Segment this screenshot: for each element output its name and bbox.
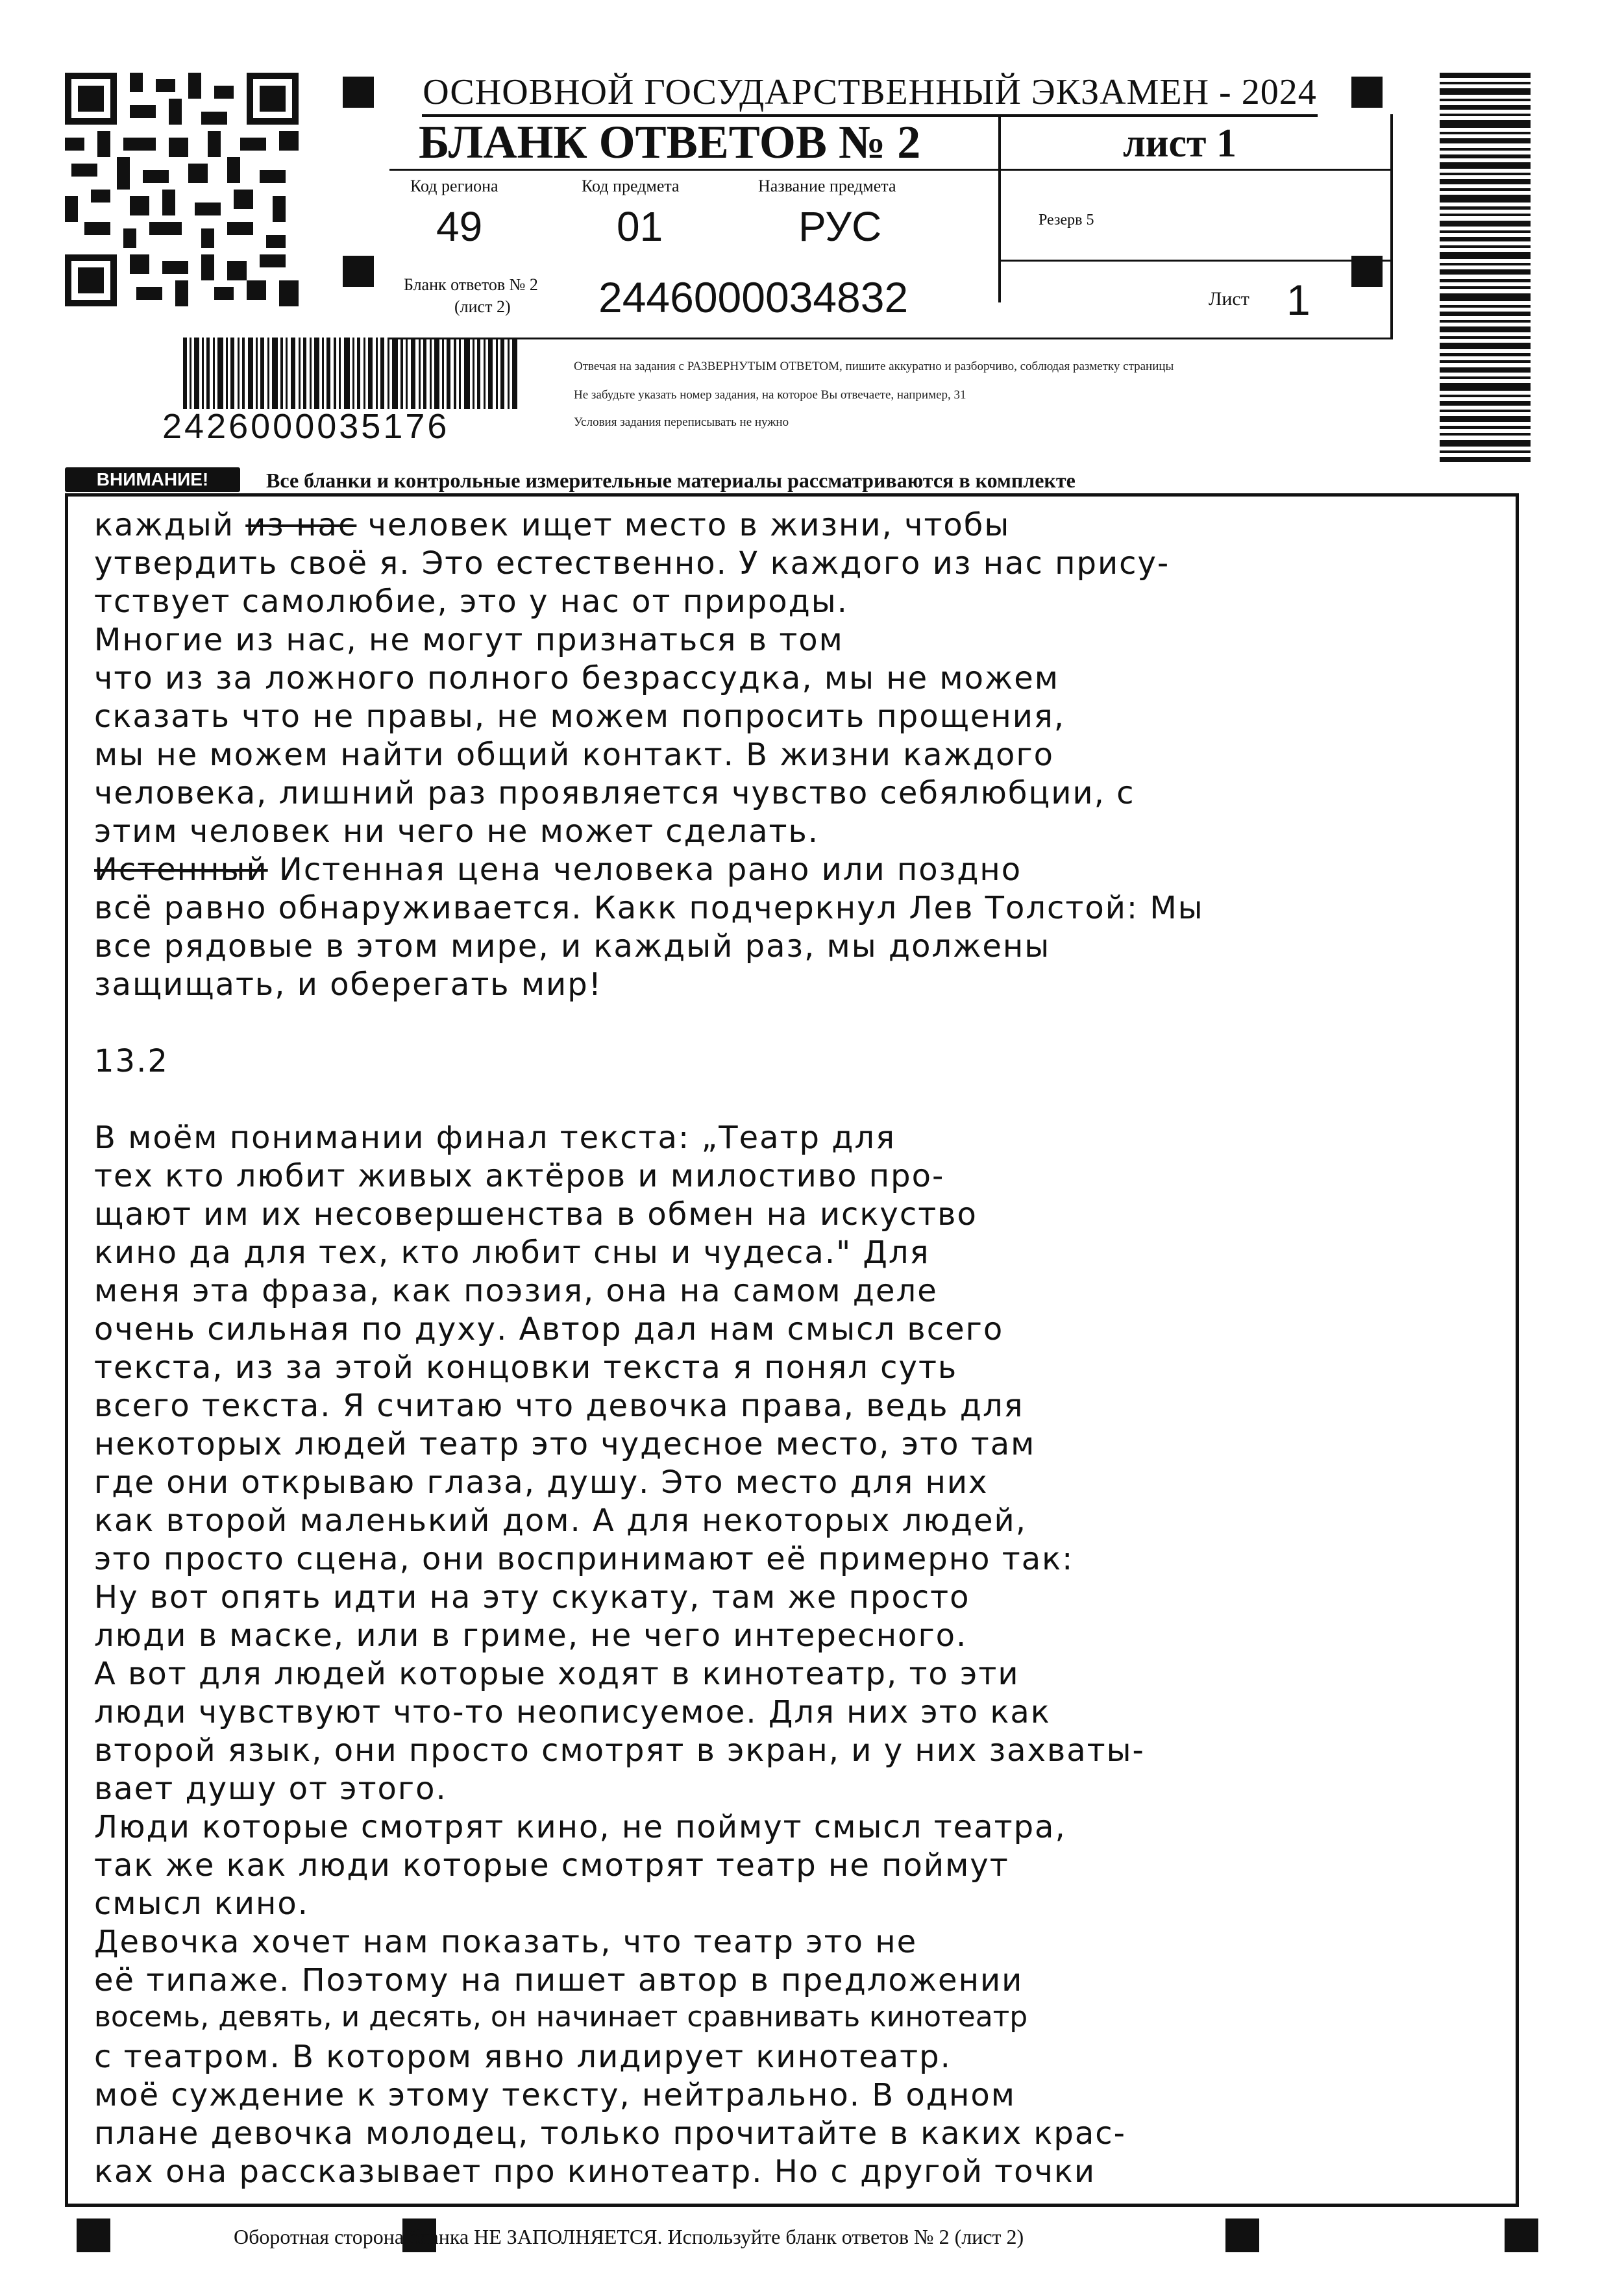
- answer-line: очень сильная по духу. Автор дал нам смысл всего: [94, 1311, 1004, 1347]
- answer-line: защищать, и оберегать мир!: [94, 966, 602, 1003]
- answer-line: второй язык, они просто смотрят в экран, и у них захваты-: [94, 1732, 1145, 1769]
- answer-line: люди чувствуют что-то неописуемое. Для них это как: [94, 1694, 1051, 1730]
- barcode-number: 2426000035176: [162, 407, 450, 446]
- footer-note: Оборотная сторона бланка НЕ ЗАПОЛНЯЕТСЯ. Используйте бланк ответов № 2 (лист 2): [234, 2225, 1024, 2248]
- header-divider-3: [389, 338, 1392, 339]
- answer-line: утвердить своё я. Это естественно. У каждого из нас прису-: [94, 545, 1170, 582]
- subject-code-value: 01: [617, 203, 663, 250]
- form-ref-label-2: (лист 2): [454, 297, 511, 316]
- answer-line: этим человек ни чего не может сделать.: [94, 813, 819, 850]
- answer-line: что из за ложного полного безрассудка, мы не можем: [94, 660, 1059, 696]
- sheet-field-label: Лист: [1209, 288, 1249, 310]
- answer-line-text: Истенная цена человека рано или поздно: [267, 852, 1022, 888]
- answer-line: щают им их несовершенства в обмен на искуство: [94, 1196, 978, 1233]
- answer-line: все рядовые в этом мире, и каждый раз, мы должены: [94, 928, 1051, 965]
- answer-line: так же как люди которые смотрят театр не поймут: [94, 1847, 1009, 1884]
- form-title: БЛАНК ОТВЕТОВ № 2: [419, 116, 921, 168]
- answer-line: человека, лишний раз проявляется чувство себялюбции, с: [94, 775, 1135, 811]
- header-divider-2: [998, 260, 1392, 262]
- struck-text: Истенный: [94, 852, 268, 888]
- answer-line: [94, 507, 1542, 543]
- notice-text: Все бланки и контрольные измерительные материалы рассматриваются в комплекте: [266, 469, 1076, 492]
- answer-line: её типаже. Поэтому на пишет автор в предложении: [94, 1962, 1024, 1998]
- answer-line: Люди которые смотрят кино, не поймут смысл театра,: [94, 1809, 1066, 1845]
- answer-line: моё суждение к этому тексту, нейтрально. В одном: [94, 2077, 1016, 2113]
- answer-line: сказать что не правы, не можем попросить прощения,: [94, 698, 1066, 735]
- alignment-mark-bottom-left: [77, 2218, 110, 2252]
- side-barcode: [1440, 73, 1531, 462]
- answer-line-text: человек ищет место в жизни, чтобы: [356, 507, 1011, 543]
- answer-line: как второй маленький дом. А для некоторых людей,: [94, 1503, 1027, 1539]
- answer-line: всего текста. Я считаю что девочка права, ведь для: [94, 1388, 1024, 1424]
- alignment-mark-bottom-right: [1505, 2218, 1538, 2252]
- subject-code-label: Код предмета: [582, 177, 680, 195]
- answer-line: кино да для тех, кто любит сны и чудеса." Для: [94, 1235, 930, 1271]
- qr-code: [65, 73, 299, 306]
- barcode: [183, 338, 521, 409]
- answer-line: Девочка хочет нам показать, что театр это не: [94, 1924, 918, 1960]
- answer-line: с театром. В котором явно лидирует кинотеатр.: [94, 2039, 952, 2075]
- answer-area: [65, 493, 1519, 2207]
- header-border-right: [1390, 114, 1393, 339]
- header-divider-1: [389, 169, 1392, 171]
- answer-line-text: каждый: [94, 507, 246, 543]
- struck-text: из нас: [245, 507, 357, 543]
- answer-line: В моём понимании финал текста: „Театр для: [94, 1120, 896, 1156]
- answer-line: текста, из за этой концовки текста я понял суть: [94, 1349, 958, 1386]
- answer-line: вает душу от этого.: [94, 1771, 447, 1807]
- answer-line: Ну вот опять идти на эту скукату, там же просто: [94, 1579, 970, 1616]
- answer-line: меня эта фраза, как поэзия, она на самом деле: [94, 1273, 938, 1309]
- subject-name-label: Название предмета: [758, 177, 896, 195]
- answer-line: где они открываю глаза, душу. Это место для них: [94, 1464, 989, 1501]
- answer-line: всё равно обнаруживается. Какк подчеркнул Лев Толстой: Мы: [94, 890, 1204, 926]
- answer-line: некоторых людей театр это чудесное место, это там: [94, 1426, 1036, 1462]
- answer-line: Многие из нас, не могут признаться в том: [94, 622, 844, 658]
- task-number: 13.2: [94, 1043, 169, 1079]
- answer-line: мы не можем найти общий контакт. В жизни каждого: [94, 737, 1054, 773]
- answer-line: плане девочка молодец, только прочитайте в каких крас-: [94, 2115, 1126, 2152]
- answer-line: А вот для людей которые ходят в кинотеатр, то эти: [94, 1656, 1020, 1692]
- answer-line: это просто сцена, они воспринимают её примерно так:: [94, 1541, 1074, 1577]
- instruction-line-3: Условия задания переписывать не нужно: [574, 415, 789, 429]
- sheet-field-value: 1: [1286, 276, 1310, 324]
- answer-line: тствует самолюбие, это у нас от природы.: [94, 584, 848, 620]
- answer-line: тех кто любит живых актёров и милостиво про-: [94, 1158, 945, 1194]
- alignment-mark-mid-left: [343, 256, 374, 287]
- sheet-label: лист 1: [1123, 121, 1236, 166]
- form-number: 2446000034832: [598, 273, 909, 321]
- header-divider-vertical: [998, 114, 1001, 302]
- alignment-mark-top-right: [1351, 77, 1383, 108]
- instruction-line-2: Не забудьте указать номер задания, на которое Вы отвечаете, например, 31: [574, 388, 966, 402]
- alignment-mark-bottom-mid-right: [1225, 2218, 1259, 2252]
- answer-line: [94, 852, 1542, 888]
- answer-line: ках она рассказывает про кинотеатр. Но с другой точки: [94, 2154, 1096, 2190]
- instruction-line-1: Отвечая на задания с РАЗВЕРНУТЫМ ОТВЕТОМ, пишите аккуратно и разборчиво, соблюдая разметку страницы: [574, 360, 1174, 373]
- reserve-label: Резерв 5: [1039, 212, 1094, 228]
- alignment-mark-top-left: [343, 77, 374, 108]
- form-ref-label-1: Бланк ответов № 2: [404, 275, 538, 294]
- exam-title: ОСНОВНОЙ ГОСУДАРСТВЕННЫЙ ЭКЗАМЕН - 2024: [423, 72, 1317, 112]
- notice-badge: ВНИМАНИЕ!: [65, 467, 240, 492]
- subject-name-value: РУС: [798, 203, 882, 250]
- region-label: Код региона: [410, 177, 498, 195]
- region-value: 49: [436, 203, 483, 250]
- answer-line: восемь, девять, и десять, он начинает сравнивать кинотеатр: [94, 2000, 1028, 2034]
- answer-line: смысл кино.: [94, 1886, 310, 1922]
- answer-line: люди в маске, или в гриме, не чего интересного.: [94, 1617, 968, 1654]
